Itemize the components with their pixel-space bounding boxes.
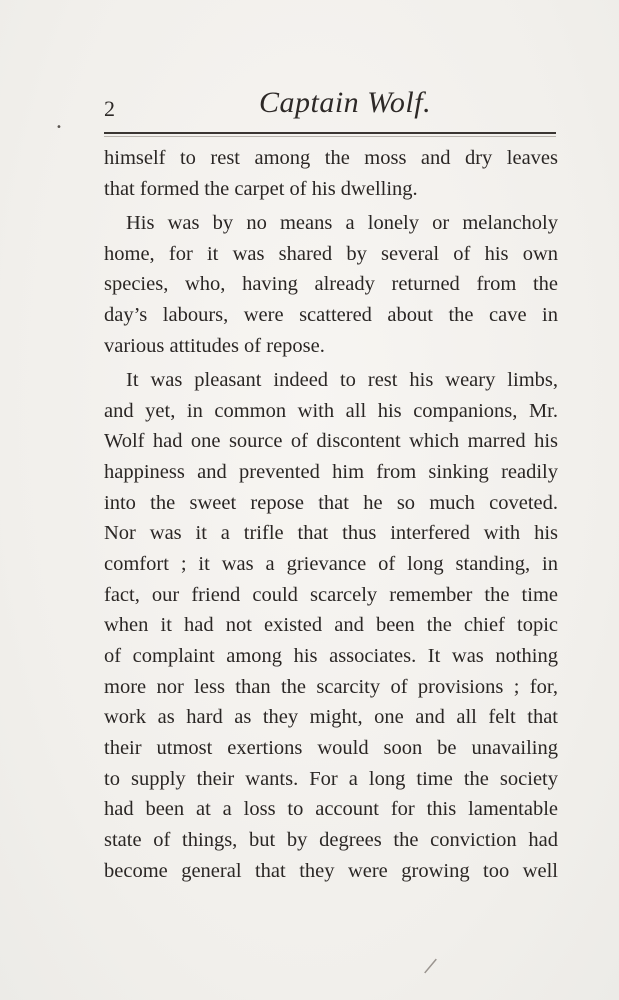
text-line: comfort ; it was a grievance of long standing, in [104, 552, 558, 575]
header-rule-thin [104, 136, 556, 137]
text-line: their utmost exertions would soon be unavailing [104, 737, 558, 760]
text-line: species, who, having already returned from the [104, 273, 558, 296]
text-line: fact, our friend could scarcely remember the time [104, 583, 558, 606]
stray-ink-mark: • [56, 122, 62, 133]
text-line: state of things, but by degrees the conviction had [104, 829, 558, 852]
header-rule [104, 132, 556, 134]
text-line: various attitudes of repose. [104, 334, 325, 357]
text-line: of complaint among his associates. It was nothing [104, 645, 558, 667]
text-line: happiness and prevented him from sinking readily [104, 460, 558, 483]
body-text [104, 143, 558, 890]
paragraph [104, 208, 558, 361]
stray-pencil-mark: | [421, 955, 441, 976]
text-line: and yet, in common with all his companions, Mr. [104, 399, 558, 422]
text-line: Wolf had one source of discontent which marred his [104, 430, 558, 453]
text-line: become general that they were growing too well [104, 859, 558, 882]
text-line: home, for it was shared by several of his own [104, 242, 558, 265]
running-title: Captain Wolf. [259, 86, 432, 119]
text-line: into the sweet repose that he so much coveted. [104, 491, 558, 514]
text-line: himself to rest among the moss and dry leaves [104, 147, 558, 169]
text-line: day’s labours, were scattered about the cave in [104, 303, 558, 326]
text-line: work as hard as they might, one and all felt that [104, 706, 558, 729]
page-header [104, 86, 556, 126]
text-line: to supply their wants. For a long time the society [104, 767, 558, 790]
page-number: 2 [104, 96, 115, 121]
text-line: when it had not existed and been the chief topic [104, 614, 558, 637]
text-line: had been at a loss to account for this lamentable [104, 798, 558, 821]
text-line: Nor was it a trifle that thus interfered with his [104, 522, 558, 545]
text-line: more nor less than the scarcity of provisions ; for, [104, 675, 558, 698]
text-line: It was pleasant indeed to rest his weary limbs, [126, 368, 558, 391]
paragraph [104, 365, 558, 887]
paragraph [104, 143, 558, 204]
text-line: that formed the carpet of his dwelling. [104, 177, 418, 200]
text-line: His was by no means a lonely or melancholy [126, 211, 558, 234]
